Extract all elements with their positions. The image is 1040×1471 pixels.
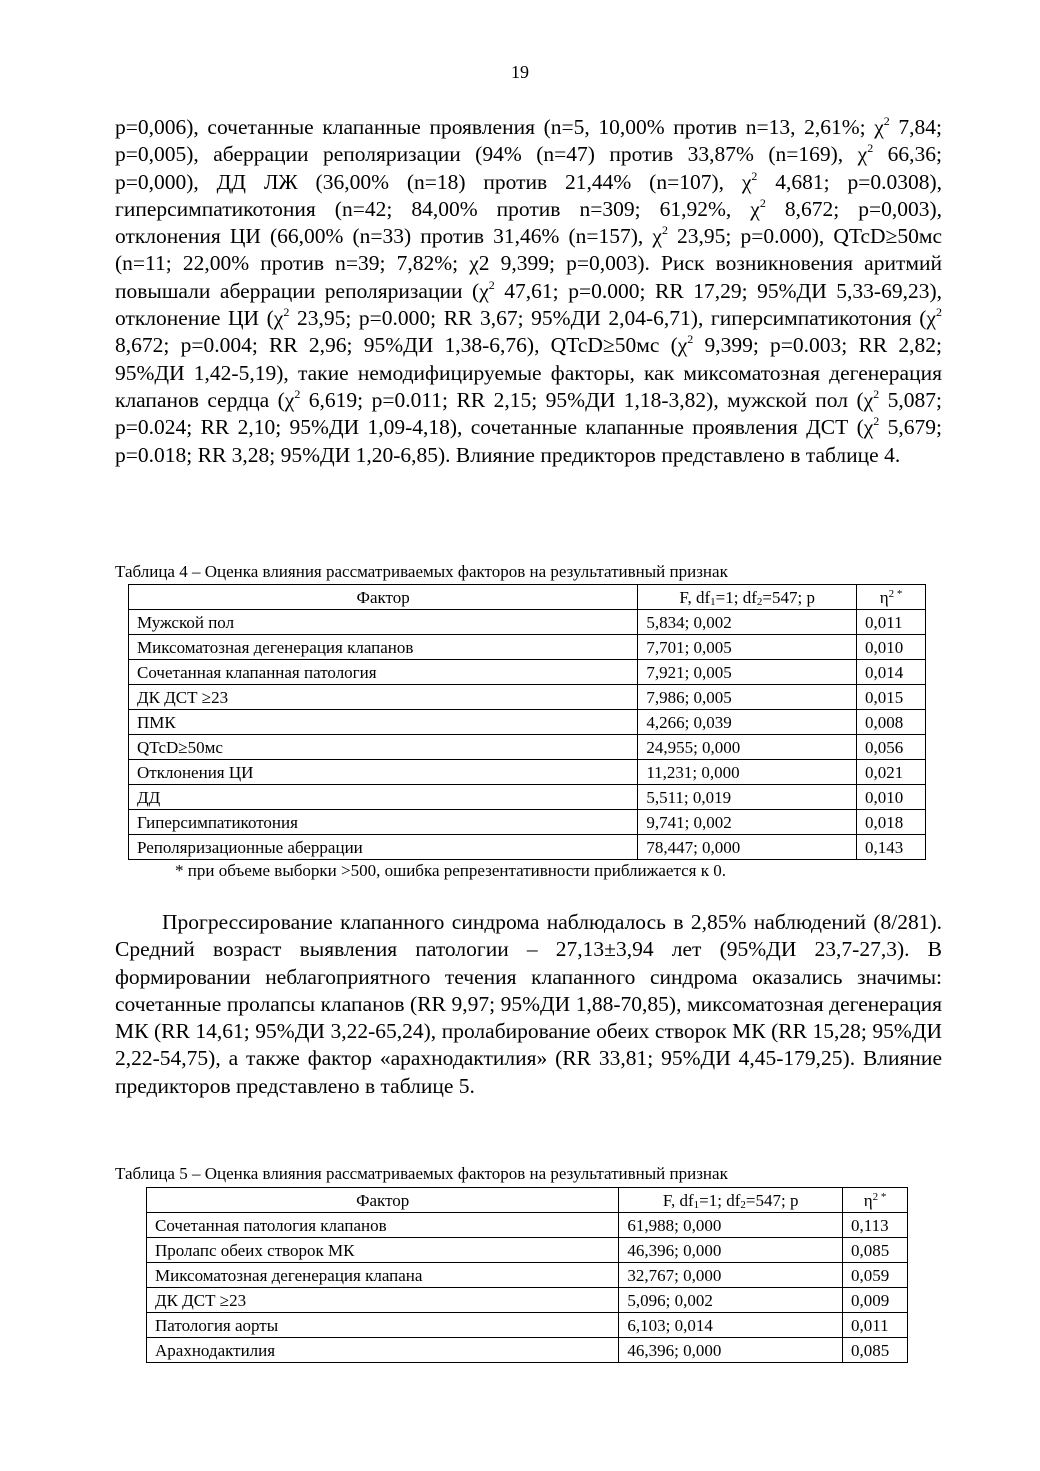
cell-factor: Реполяризационные аберрации	[129, 835, 638, 860]
col-header-eta: $\eta^{2 *}$	[857, 585, 926, 610]
cell-eta: 0,113	[843, 1213, 908, 1238]
table5-body	[147, 1213, 908, 1363]
paragraph-valve-progression: Прогрессирование клапанного синдрома наблюдалось в 2,85% наблюдений (8/281). Средний возраст выявления патологии – 27,13±3,94 лет (95%ДИ 23,7-27,3). В формировании неблагоприятного течения клапанного синдрома оказались значимы: сочетанные пролапсы клапанов (RR 9,97; 95%ДИ 1,88-70,85), миксоматозная дегенерация МК (RR 14,61; 95%ДИ 3,22-65,24), пролабирование обеих створок МК (RR 15,28; 95%ДИ 2,22-54,75), а также фактор «арахнодактилия» (RR 33,81; 95%ДИ 4,45-179,25). Влияние предикторов представлено в таблице 5.	[115, 910, 942, 1098]
cell-factor: Арахнодактилия	[147, 1338, 619, 1363]
table5-caption: Таблица 5 – Оценка влияния рассматриваемых факторов на результативный признак	[115, 1164, 728, 1183]
cell-f-stat: 5,511; 0,019	[638, 785, 857, 810]
table5	[146, 1187, 908, 1363]
table-row	[147, 1288, 908, 1313]
col-header-f-stat: F, $df_1=1$; $df_2=547$; p	[638, 585, 857, 610]
cell-eta: 0,021	[857, 760, 926, 785]
cell-factor: Мужской пол	[129, 610, 638, 635]
cell-eta: 0,018	[857, 810, 926, 835]
cell-f-stat: 6,103; 0,014	[619, 1313, 843, 1338]
cell-eta: 0,010	[857, 635, 926, 660]
table-row	[129, 660, 926, 685]
table-row	[129, 735, 926, 760]
cell-f-stat: 11,231; 0,000	[638, 760, 857, 785]
cell-factor: Гиперсимпатикотония	[129, 810, 638, 835]
cell-eta: 0,085	[843, 1238, 908, 1263]
table-row	[147, 1313, 908, 1338]
cell-eta: 0,056	[857, 735, 926, 760]
cell-f-stat: 9,741; 0,002	[638, 810, 857, 835]
cell-f-stat: 7,921; 0,005	[638, 660, 857, 685]
table4-footnote: * при объеме выборки >500, ошибка репрезентативности приближается к 0.	[175, 861, 726, 880]
cell-factor: Отклонения ЦИ	[129, 760, 638, 785]
cell-factor: ДК ДСТ ≥23	[129, 685, 638, 710]
cell-factor: ПМК	[129, 710, 638, 735]
cell-f-stat: 61,988; 0,000	[619, 1213, 843, 1238]
cell-factor: Миксоматозная дегенерация клапана	[147, 1263, 619, 1288]
col-header-eta: $\eta^{2 *}$	[843, 1188, 908, 1213]
cell-f-stat: 46,396; 0,000	[619, 1338, 843, 1363]
table4-body	[129, 610, 926, 860]
cell-factor: Патология аорты	[147, 1313, 619, 1338]
cell-eta: 0,015	[857, 685, 926, 710]
cell-factor: ДД	[129, 785, 638, 810]
cell-eta: 0,014	[857, 660, 926, 685]
cell-eta: 0,008	[857, 710, 926, 735]
table-row	[129, 785, 926, 810]
cell-factor: QTcD≥50мс	[129, 735, 638, 760]
cell-eta: 0,011	[843, 1313, 908, 1338]
cell-f-stat: 7,701; 0,005	[638, 635, 857, 660]
cell-f-stat: 4,266; 0,039	[638, 710, 857, 735]
cell-f-stat: 46,396; 0,000	[619, 1238, 843, 1263]
cell-eta: 0,011	[857, 610, 926, 635]
table4-header-row	[129, 585, 926, 610]
col-header-f-stat: F, $df_1=1$; $df_2=547$; p	[619, 1188, 843, 1213]
table5-header-row	[147, 1188, 908, 1213]
table-row	[129, 760, 926, 785]
cell-eta: 0,009	[843, 1288, 908, 1313]
cell-factor: Пролапс обеих створок МК	[147, 1238, 619, 1263]
table-row	[129, 810, 926, 835]
cell-f-stat: 24,955; 0,000	[638, 735, 857, 760]
col-header-factor: Фактор	[147, 1188, 619, 1213]
page-number: 19	[511, 62, 529, 82]
col-header-factor: Фактор	[129, 585, 638, 610]
cell-f-stat: 32,767; 0,000	[619, 1263, 843, 1288]
cell-eta: 0,085	[843, 1338, 908, 1363]
cell-factor: ДК ДСТ ≥23	[147, 1288, 619, 1313]
cell-eta: 0,059	[843, 1263, 908, 1288]
table-row	[147, 1213, 908, 1238]
cell-eta: 0,143	[857, 835, 926, 860]
table-row	[147, 1338, 908, 1363]
cell-eta: 0,010	[857, 785, 926, 810]
cell-f-stat: 5,096; 0,002	[619, 1288, 843, 1313]
cell-f-stat: 78,447; 0,000	[638, 835, 857, 860]
table-row	[129, 610, 926, 635]
table-row	[129, 710, 926, 735]
table4	[128, 584, 926, 860]
cell-factor: Миксоматозная дегенерация клапанов	[129, 635, 638, 660]
table-row	[129, 685, 926, 710]
cell-factor: Сочетанная клапанная патология	[129, 660, 638, 685]
table4-caption: Таблица 4 – Оценка влияния рассматриваемых факторов на результативный признак	[115, 562, 728, 581]
paragraph-arrhythmia-risk: p=0,006), сочетанные клапанные проявления (n=5, 10,00% против n=13, 2,61%; $\chi^2$ 7,84; p=0,005), аберрации реполяризации (94% (n=47) против 33,87% (n=169), $\chi^2$ 66,36; p=0,000), ДД ЛЖ (36,00% (n=18) против 21,44% (n=107), $\chi^2$ 4,681; p=0.0308), гиперсимпатикотония (n=42; 84,00% против n=309; 61,92%, $\chi^2$ 8,672; p=0,003), отклонения ЦИ (66,00% (n=33) против 31,46% (n=157), $\chi^2$ 23,95; p=0.000), QTcD≥50мс (n=11; 22,00% против n=39; 7,82%; χ2 9,399; p=0,003). Риск возникновения аритмий повышали аберрации реполяризации ($\chi^2$ 47,61; p=0.000; RR 17,29; 95%ДИ 5,33-69,23), отклонение ЦИ ($\chi^2$ 23,95; p=0.000; RR 3,67; 95%ДИ 2,04-6,71), гиперсимпатикотония ($\chi^2$ 8,672; p=0.004; RR 2,96; 95%ДИ 1,38-6,76), QTcD≥50мс ($\chi^2$ 9,399; p=0.003; RR 2,82; 95%ДИ 1,42-5,19), такие немодифицируемые факторы, как миксоматозная дегенерация клапанов сердца ($\chi^2$ 6,619; p=0.011; RR 2,15; 95%ДИ 1,18-3,82), мужской пол ($\chi^2$ 5,087; p=0.024; RR 2,10; 95%ДИ 1,09-4,18), сочетанные клапанные проявления ДСТ ($\chi^2$ 5,679; p=0.018; RR 3,28; 95%ДИ 1,20-6,85). Влияние предикторов представлено в таблице 4.	[115, 114, 943, 467]
table-row	[129, 635, 926, 660]
cell-f-stat: 7,986; 0,005	[638, 685, 857, 710]
cell-factor: Сочетанная патология клапанов	[147, 1213, 619, 1238]
table-row	[129, 835, 926, 860]
cell-f-stat: 5,834; 0,002	[638, 610, 857, 635]
table-row	[147, 1263, 908, 1288]
table-row	[147, 1238, 908, 1263]
